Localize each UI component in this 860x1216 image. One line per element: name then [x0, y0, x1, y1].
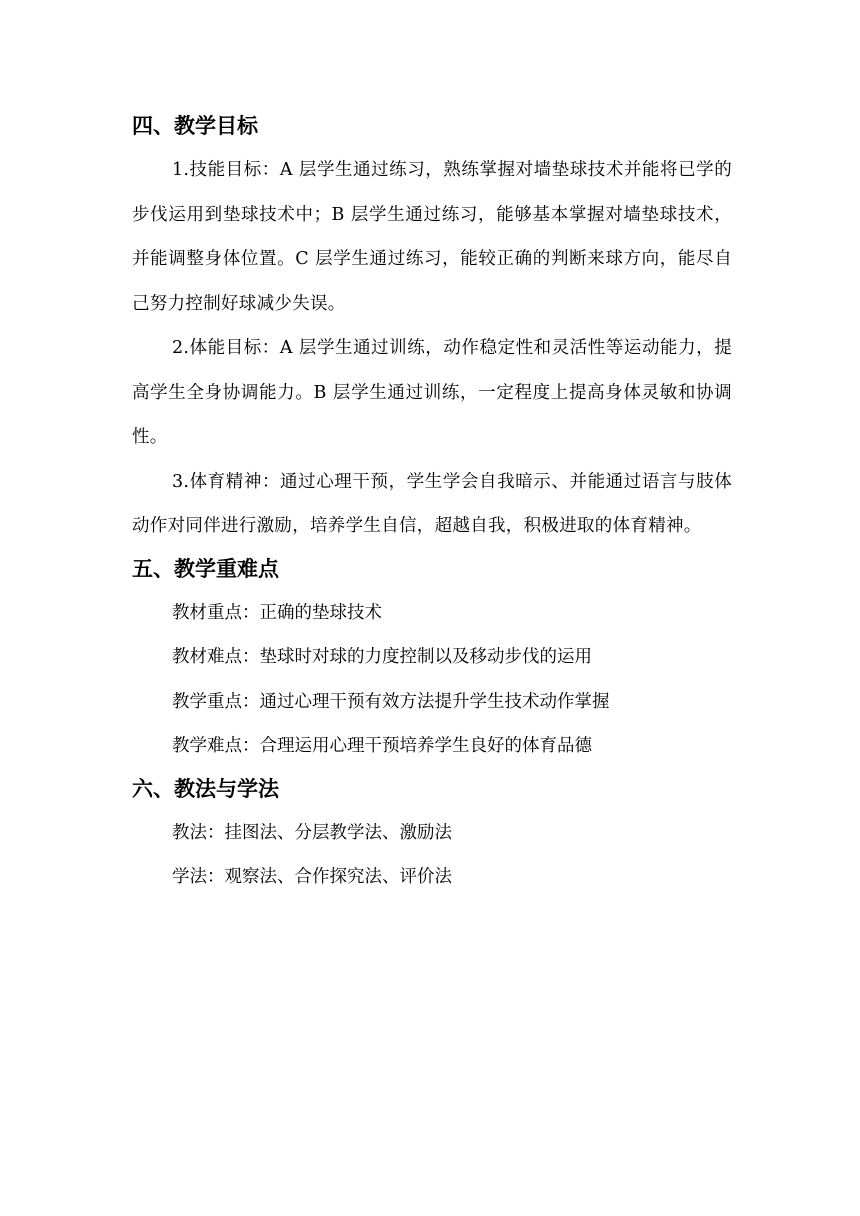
document-page — [132, 108, 732, 900]
list-item-teaching-difficulty: 教学难点：合理运用心理干预培养学生良好的体育品德 — [172, 736, 592, 756]
list-item-material-key: 教材重点：正确的垫球技术 — [172, 602, 382, 623]
section-heading-key-difficult-points: 五、教学重难点 — [132, 556, 279, 581]
list-item-material-difficulty: 教材难点：垫球时对球的力度控制以及移动步伐的运用 — [172, 647, 592, 667]
list-item-teaching-methods: 教法：挂图法、分层教学法、激励法 — [172, 822, 452, 843]
paragraph-sports-spirit: 3.体育精神：通过心理干预，学生学会自我暗示、并能通过语言与肢体动作对同伴进行激励，培养学生自信，超越自我，积极进取的体育精神。 — [132, 471, 732, 536]
list-item-learning-methods: 学法：观察法、合作探究法、评价法 — [172, 867, 452, 887]
list-item-teaching-key: 教学重点：通过心理干预有效方法提升学生技术动作掌握 — [172, 691, 610, 712]
paragraph-fitness-objective: 2.体能目标：A 层学生通过训练，动作稳定性和灵活性等运动能力，提高学生全身协调能力。B 层学生通过训练，一定程度上提高身体灵敏和协调性。 — [132, 338, 732, 447]
section-heading-teaching-learning-methods: 六、教法与学法 — [132, 776, 279, 801]
section-heading-teaching-objectives: 四、教学目标 — [132, 114, 258, 138]
paragraph-skill-objective: 1.技能目标：A 层学生通过练习，熟练掌握对墙垫球技术并能将已学的步伐运用到垫球技术中；B 层学生通过练习，能够基本掌握对墙垫球技术，并能调整身体位置。C 层学生通过练习，能较正确的判断来球方向，能尽自己努力控制好球减少失误。 — [132, 160, 732, 314]
